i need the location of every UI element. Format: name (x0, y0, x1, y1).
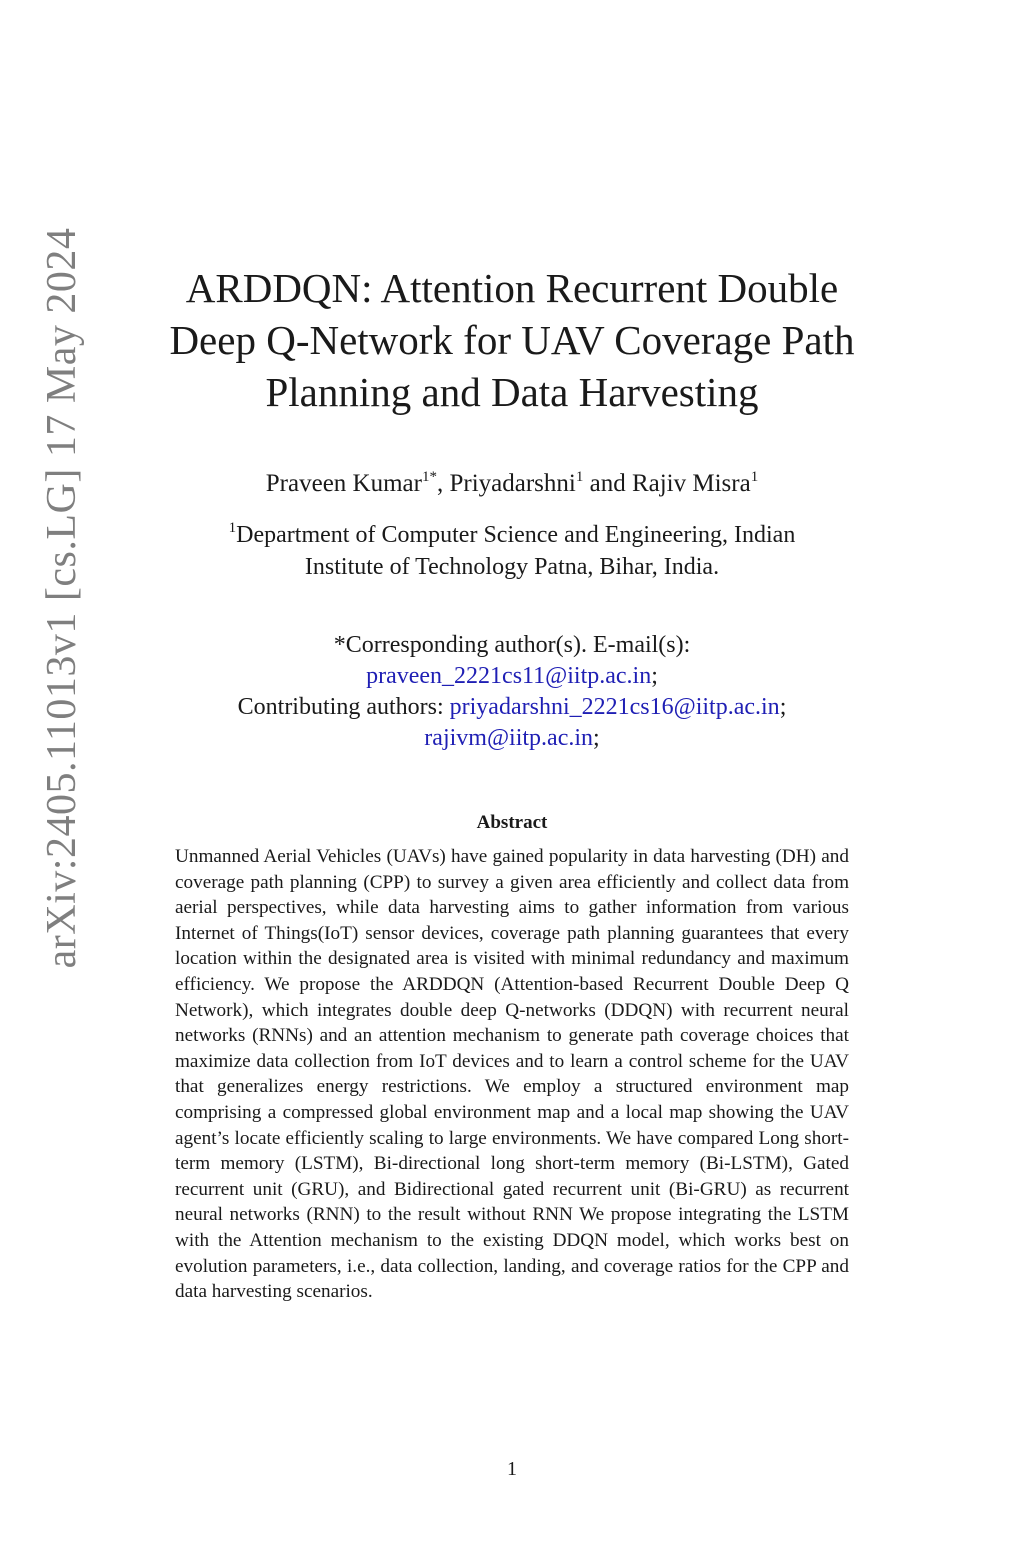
abstract-text: Unmanned Aerial Vehicles (UAVs) have gained popularity in data harvesting (DH) and coverage path planning (CPP) to survey a given area efficiently and collect data from aerial perspectives, while data harvesting aims to gather information from various Internet of Things(IoT) sensor devices, coverage path planning guarantees that every location within the designated area is visited with minimal redundancy and maximum efficiency. We propose the ARDDQN (Attention-based Recurrent Double Deep Q Network), which integrates double deep Q-networks (DDQN) with recurrent neural networks (RNNs) and an attention mechanism to generate path coverage choices that maximize data collection from IoT devices and to learn a control scheme for the UAV that generalizes energy restrictions. We employ a structured environment map comprising a compressed global environment map and a local map showing the UAV agent’s locate efficiently scaling to large environments. We have compared Long short-term memory (LSTM), Bi-directional long short-term memory (Bi-LSTM), Gated recurrent unit (GRU), and Bidirectional gated recurrent unit (Bi-GRU) as recurrent neural networks (RNN) to the result without RNN We propose integrating the LSTM with the Attention mechanism to the existing DDQN model, which works best on evolution parameters, i.e., data collection, landing, and coverage ratios for the CPP and data harvesting scenarios. (175, 846, 849, 1303)
abstract-heading: Abstract (476, 812, 548, 833)
email-separator: ; (593, 725, 600, 751)
author-affiliation-mark: 1 (750, 469, 759, 485)
title-line-2: Deep Q-Network for UAV Coverage Path (169, 317, 855, 363)
email-separator: ; (651, 663, 658, 689)
contributing-email-link[interactable]: rajivm@iitp.ac.in (424, 725, 594, 751)
author-list (150, 460, 874, 501)
email-separator: ; (779, 694, 787, 720)
corresponding-label: *Corresponding author(s). E-mail(s): (333, 632, 691, 658)
affiliation (150, 512, 874, 583)
title-line-1: ARDDQN: Attention Recurrent Double (185, 265, 839, 311)
arxiv-identifier-stamp: arXiv:2405.11013v1 [cs.LG] 17 May 2024 (39, 227, 85, 969)
title-line-3: Planning and Data Harvesting (265, 369, 759, 415)
author-name: Rajiv Misra (631, 470, 751, 497)
paper-title (150, 262, 874, 418)
author-name: Priyadarshni (449, 470, 576, 497)
author-name: Praveen Kumar (265, 470, 422, 497)
contributing-email-link[interactable]: priyadarshni_2221cs16@iitp.ac.in (449, 694, 780, 720)
corresponding-email-link[interactable]: praveen_2221cs11@iitp.ac.in (366, 663, 652, 689)
affiliation-line-1: Department of Computer Science and Engineering, Indian (236, 522, 796, 548)
author-separator: , (436, 470, 450, 497)
author-affiliation-mark: 1* (421, 469, 437, 485)
author-separator: and (583, 470, 632, 497)
page-number: 1 (507, 1458, 517, 1480)
affiliation-line-2: Institute of Technology Patna, Bihar, India. (304, 554, 720, 580)
author-affiliation-mark: 1 (575, 469, 584, 485)
correspondence-block (150, 630, 874, 754)
affiliation-mark: 1 (228, 520, 237, 536)
contributing-label: Contributing authors: (237, 694, 444, 720)
